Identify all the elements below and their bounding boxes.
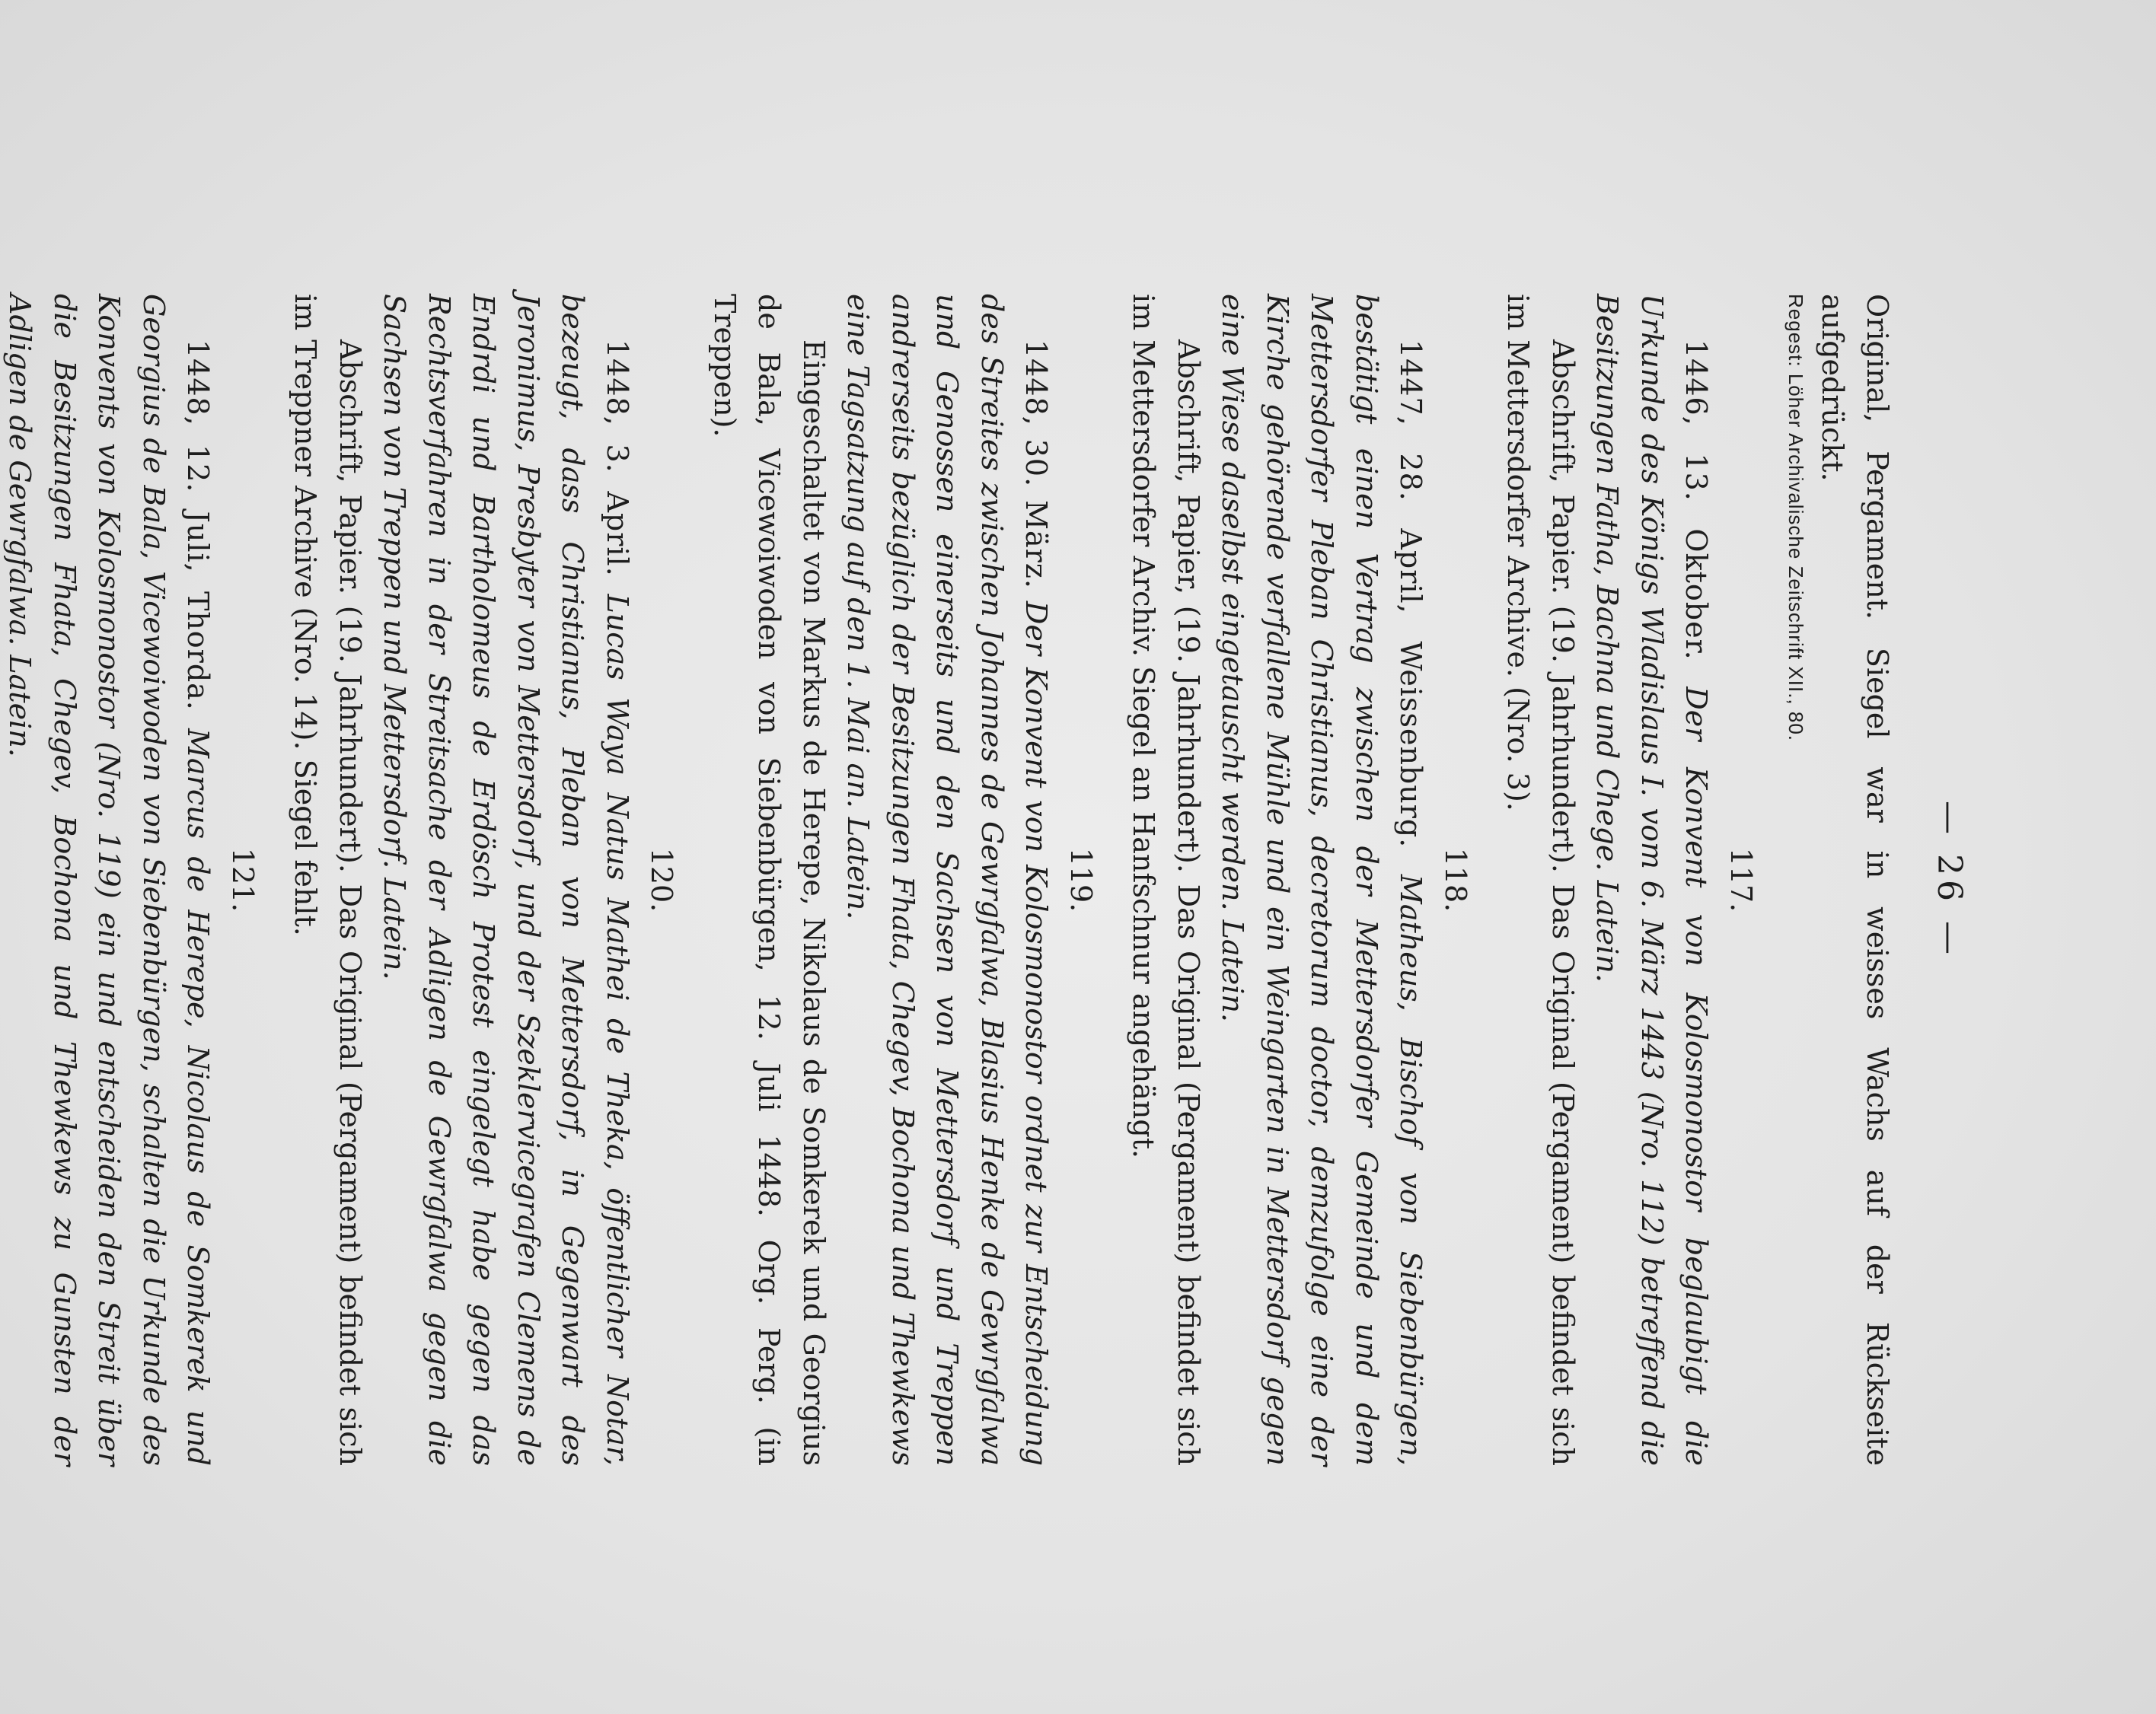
entry-120-note: Abschrift, Papier. (19. Jahrhundert). Das Original (Pergament) befindet sich im Treppner Archive (Nro. 14). Siegel fehlt. (289, 294, 367, 1466)
entry-119-date: 1448, 30. März. (1019, 339, 1054, 589)
entry-119-summary: Der Konvent von Kolosmonostor ordnet zur Entscheidung des Streites zwischen Johannes de Gewrgfalwa, Blasius Henke de Gewrgfalwa und Genossen einerseits und den Sachsen von Mettersdorf und Treppen andrerseits bezüglich der Besitzungen Fhata, Chegev, Bochona und Thewkews eine Tagsatzung auf den 1. Mai an. Latein. (841, 294, 1054, 1466)
entry-number-121: 121. (226, 847, 260, 913)
continuation-line: Original, Pergament. Siegel war in weisses Wachs auf der Rückseite aufgedrückt. (1816, 294, 1894, 1466)
entry-118-note: Abschrift, Papier, (19. Jahrhundert). Das Original (Pergament) befindet sich im Mettersdorfer Archiv. Siegel an Hanfschnur angehängt. (1127, 294, 1205, 1466)
entry-117-text (1585, 294, 1719, 1466)
entry-117-summary: Der Konvent von Kolosmonostor beglaubigt die Urkunde des Königs Wladislaus I. vom 6. März 1443 (Nro. 112) betreffend die Besitzungen Fatha, Bachna und Chege. Latein. (1590, 294, 1714, 1466)
entry-number-119: 119. (1064, 847, 1098, 913)
rotated-printed-page (3, 104, 2083, 1610)
entry-121-text (0, 294, 221, 1466)
page-number: — 26 — (1930, 801, 1969, 959)
entry-118-summary: Matheus, Bischof von Siebenbürgen, bestätigt einen Vertrag zwischen der Mettersdorfer Gemeinde und dem Mettersdorfer Pleban Christianus, decretorum doctor, demzufolge eine der Kirche gehörende verfallene Mühle und ein Weingarten in Mettersdorf gegen eine Wiese daselbst eingetauscht werden. Latein. (1216, 294, 1428, 1466)
entry-119-note: Eingeschaltet von Markus de Herepe, Nikolaus de Somkerek und Georgius de Bala, Vicewoiwoden von Siebenbürgen, 12. Juli 1448. Org. Perg. (in Treppen). (708, 294, 831, 1466)
entry-118-date: 1447, 28. April, Weissenburg. (1394, 339, 1428, 849)
entry-119-text (836, 294, 1059, 1466)
entry-118-text (1210, 294, 1434, 1466)
entry-120-summary: Lucas Waya Natus Mathei de Theka, öffentlicher Notar, bezeugt, dass Christianus, Pleban von Mettersdorf, in Gegenwart des Jeronimus, Presbyter von Mettersdorf, und der Szeklervicegrafen Clemens de Endrdi und Bartholomeus de Erdösch Protest eingelegt habe gegen das Rechtsverfahren in der Streitsache der Adligen de Gewrgfalwa gegen die Sachsen von Treppen und Mettersdorf. Latein. (378, 294, 634, 1466)
regest-reference: Regest: Löher Archivalische Zeitschrift XII., 80. (1784, 294, 1807, 742)
entry-117-note: Abschrift, Papier. (19. Jahrhundert). Das Original (Pergament) befindet sich im Mettersdorfer Archive. (Nro. 3). (1501, 294, 1580, 1466)
entry-number-118: 118. (1439, 847, 1472, 913)
entry-117-date: 1446, 13. Oktober. (1679, 339, 1714, 661)
entry-120-text (372, 294, 639, 1466)
entry-121-date: 1448, 12. Juli, Thorda. (181, 339, 215, 711)
entry-121-summary: Marcus de Herepe, Nicolaus de Somkerek und Georgius de Bala, Vicewoiwoden von Siebenbürgen, schalten die Urkunde des Konvents von Kolosmonostor (Nro. 119) ein und entscheiden den Streit über die Besitzungen Fhata, Chegev, Bochona und Thewkews zu Gunsten der Adligen de Gewrgfalwa. Latein. (3, 294, 215, 1466)
entry-number-117: 117. (1724, 847, 1758, 913)
entry-120-date: 1448, 3. April. (601, 339, 634, 577)
entry-number-120: 120. (645, 847, 679, 913)
page-content (0, 294, 1969, 1466)
